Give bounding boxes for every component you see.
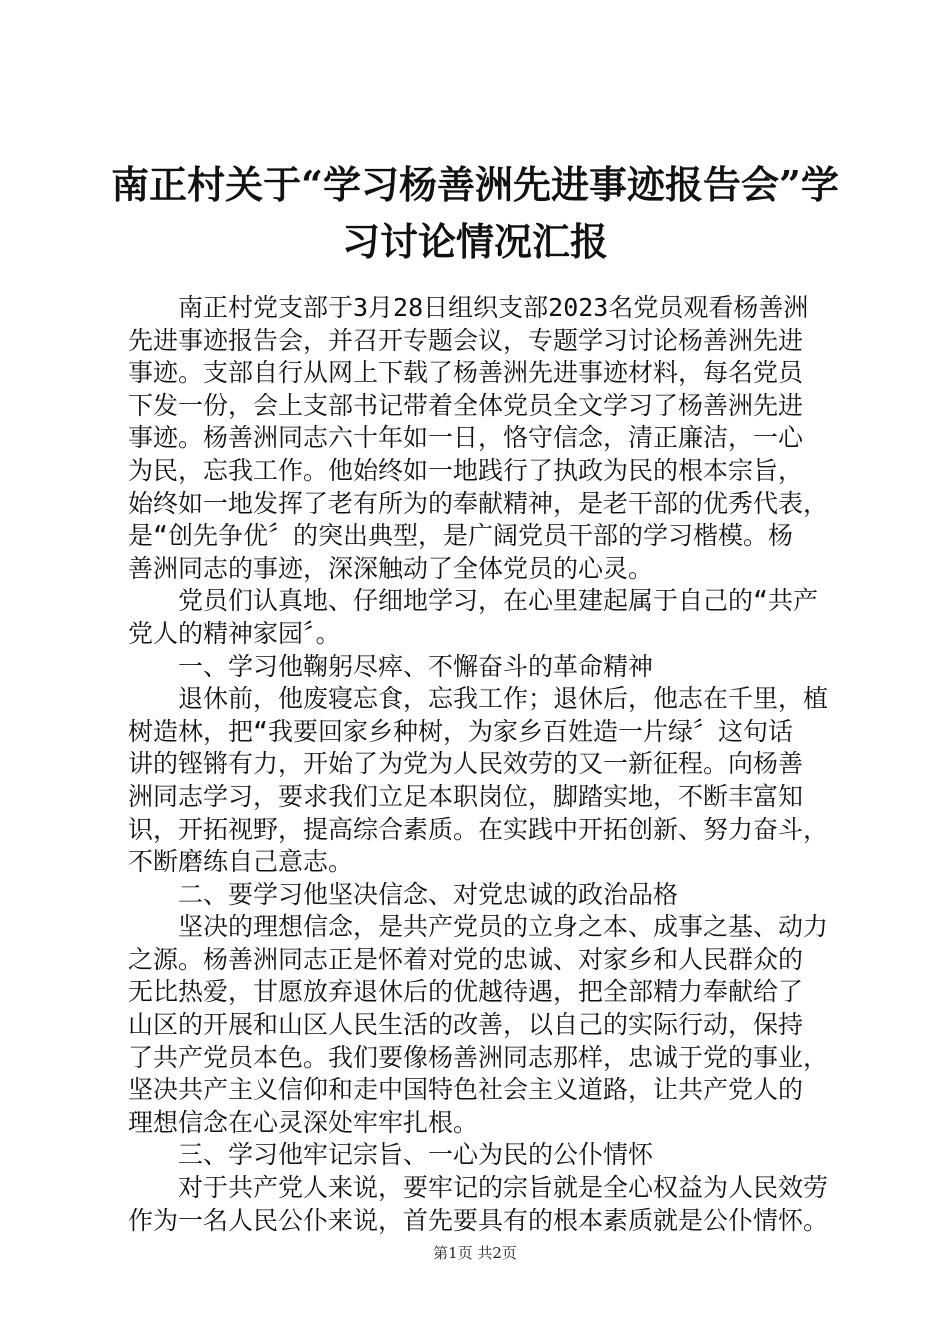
body-line: 下发一份，会上支部书记带着全体党员全文学习了杨善洲先进 — [128, 390, 804, 420]
body-line: 讲的铿锵有力，开始了为党为人民效劳的又一新征程。向杨善 — [128, 749, 804, 779]
body-line: 对于共产党人来说，要牢记的宗旨就是全心权益为人民效劳 — [178, 1173, 829, 1203]
section-heading-1: 一、学习他鞠躬尽瘁、不懈奋斗的革命精神 — [178, 651, 654, 681]
body-line: 事迹。杨善洲同志六十年如一日，恪守信念，清正廉洁，一心 — [128, 423, 804, 453]
body-line: 是“创先争优〞的突出典型，是广阔党员干部的学习楷模。杨 — [128, 521, 794, 551]
body-line: 坚决的理想信念，是共产党员的立身之本、成事之基、动力 — [178, 912, 829, 942]
body-line: 了共产党员本色。我们要像杨善洲同志那样，忠诚于党的事业， — [128, 1042, 829, 1072]
body-line: 山区的开展和山区人民生活的改善，以自己的实际行动，保持 — [128, 1010, 804, 1040]
document-title-line-2: 习讨论情况汇报 — [341, 219, 608, 264]
section-heading-2: 二、要学习他坚决信念、对党忠诚的政治品格 — [178, 879, 679, 909]
body-line: 南正村党支部于3月28日组织支部2023名党员观看杨善洲 — [178, 293, 809, 322]
body-line: 善洲同志的事迹，深深触动了全体党员的心灵。 — [128, 553, 654, 583]
body-line: 为民，忘我工作。他始终如一地践行了执政为民的根本宗旨， — [128, 455, 804, 485]
body-line: 事迹。支部自行从网上下载了杨善洲先进事迹材料，每名党员 — [128, 358, 804, 388]
body-line: 坚决共产主义信仰和走中国特色社会主义道路，让共产党人的 — [128, 1075, 804, 1105]
body-line: 树造林，把“我要回家乡种树，为家乡百姓造一片绿〞这句话 — [128, 716, 794, 746]
body-line: 洲同志学习，要求我们立足本职岗位，脚踏实地，不断丰富知 — [128, 781, 804, 811]
body-line: 不断磨练自己意志。 — [128, 847, 354, 877]
document-title-line-1: 南正村关于“学习杨善洲先进事迹报告会”学 — [111, 162, 839, 207]
body-line: 无比热爱，甘愿放弃退休后的优越待遇，把全部精力奉献给了 — [128, 977, 804, 1007]
body-line: 理想信念在心灵深处牢牢扎根。 — [128, 1107, 479, 1137]
section-heading-3: 三、学习他牢记宗旨、一心为民的公仆情怀 — [178, 1140, 654, 1170]
body-line: 党员们认真地、仔细地学习，在心里建起属于自己的“共产 — [178, 586, 819, 616]
body-line: 之源。杨善洲同志正是怀着对党的忠诚、对家乡和人民群众的 — [128, 944, 804, 974]
body-line: 退休前，他废寝忘食，忘我工作；退休后，他志在千里，植 — [178, 684, 829, 714]
body-line: 党人的精神家园〞。 — [128, 618, 341, 648]
document-body — [128, 292, 836, 1237]
body-line: 先进事迹报告会，并召开专题会议，专题学习讨论杨善洲先进 — [128, 325, 804, 355]
body-line: 识，开拓视野，提高综合素质。在实践中开拓创新、努力奋斗， — [128, 814, 829, 844]
body-line: 作为一名人民公仆来说，首先要具有的根本素质就是公仆情怀。 — [128, 1205, 829, 1235]
body-line: 始终如一地发挥了老有所为的奉献精神，是老干部的优秀代表， — [128, 488, 829, 518]
page-footer: 第1页 共2页 — [433, 1244, 517, 1262]
